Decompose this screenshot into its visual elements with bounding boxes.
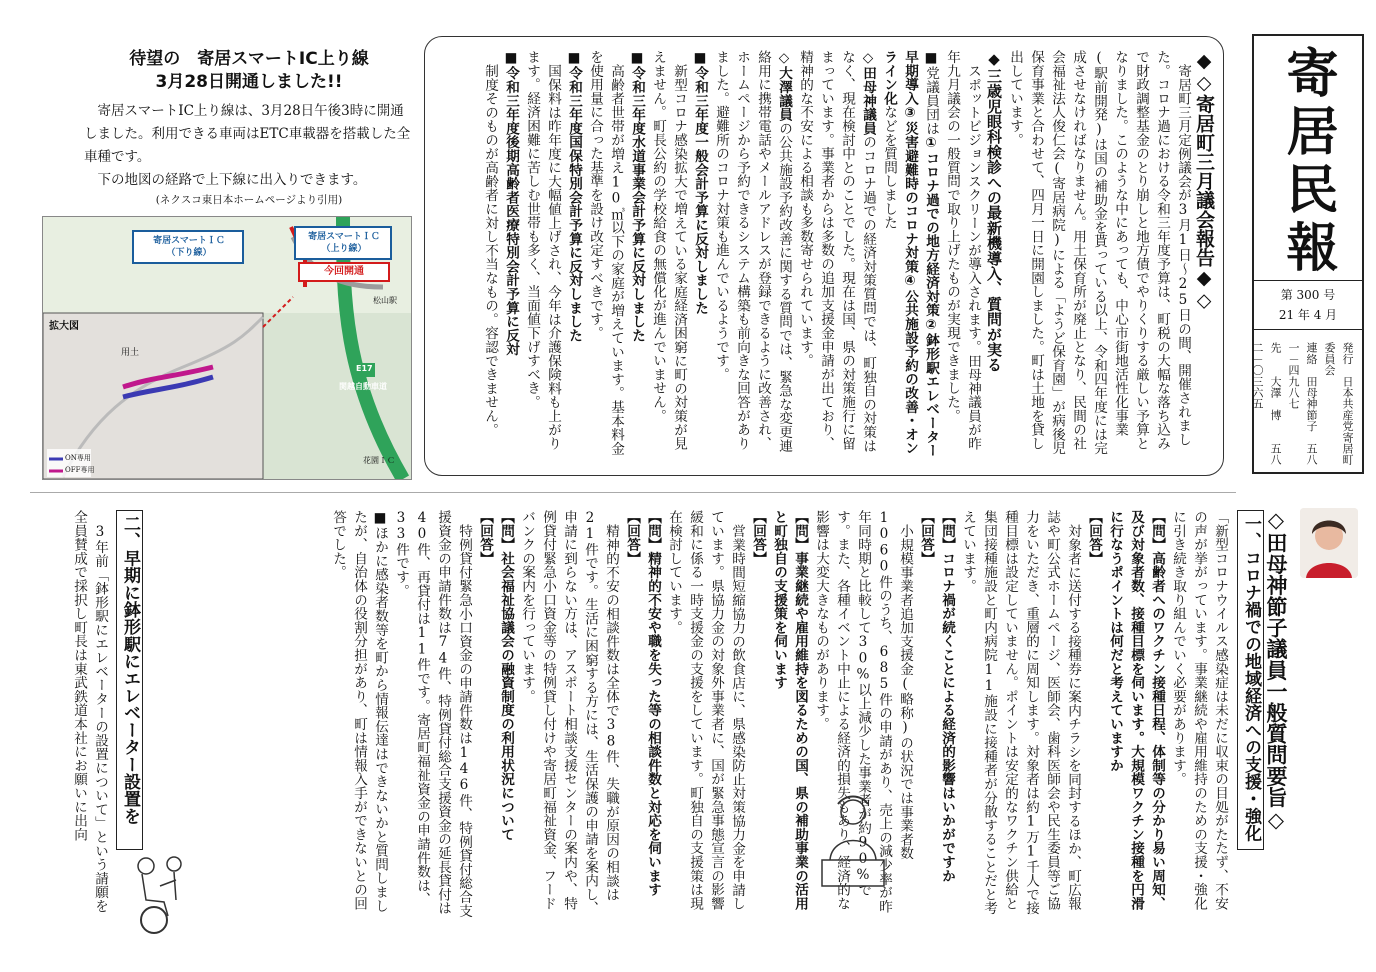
map-label-hanazono: 花園ＩＣ	[363, 456, 395, 465]
council-heading: ◆◇寄居町三月議会報告◆◇	[1193, 50, 1215, 312]
tabo-title	[1262, 508, 1290, 928]
elevator-paragraph: 3年前「鉢形駅にエレベーターの設置について」という請願を全員賛成で採択し町長は東武鉄道本社にお願いに出向	[71, 510, 108, 913]
budget1-heading: ■令和三年度一般会計予算に反対しました	[692, 50, 708, 315]
answer-1-label: 【回答】	[1086, 510, 1102, 566]
tabo-title-name: 田母神節子議員一般質問要旨	[1264, 532, 1288, 808]
question-1: 【問】高齢者へのワクチン接種日程、体制等の分かり易い周知、及び対象者数、接種目標を伺います。大規模ワクチン接種を円滑に行なうポイントは何だと考えていますか	[1107, 510, 1165, 911]
budget2-body: 高齢者世帯が増え10㎥以下の家庭が増えています。基本料金を使用量に合った基準を設け改定すべきです。	[587, 50, 624, 455]
budget3-body: 国保料は昨年度に大幅値上げされ、今年は介護保険料も上がります。経済困難に苦しむ世帯も多く、当面値下げすべき。	[524, 50, 561, 450]
budget4-body: 制度そのものが高齢者に対し不当なもの。容認できません。	[482, 63, 498, 437]
map-label-e17: E17	[356, 364, 373, 373]
issue-info	[1254, 280, 1362, 330]
issue-date: 21 年 4 月	[1278, 308, 1338, 322]
map-legend-on: ON専用	[65, 454, 91, 462]
tabo-title-suffix: ◇	[1264, 807, 1288, 833]
eye-exam-body: スポットビジョンスクリーンが導入されます。田母神議員が昨年九月議会の一般質問で取り上げたものが実現できました。	[944, 50, 981, 450]
council-report	[482, 50, 1215, 460]
question-2: 【問】コロナ禍が続くことによる経済的影響はいかがですか	[939, 510, 955, 883]
tabo-answer-summary	[794, 50, 878, 460]
answer-3: 営業時間短縮協力の飲食店に、県感染防止対策協力金を申請しています。県協力金の対象外事業者に、国が緊急事態宣言の影響緩和に係る一時支援金の支援をしています。町独自の支援策は現在検討しています。	[666, 510, 745, 911]
tabo-title-prefix: ◇	[1264, 508, 1288, 533]
eye-exam-heading: ◆三歳児眼科検診への最新機導入、質問が実る	[985, 50, 1003, 373]
answer-1: 対象者に送付する接種券に案内チラシを同封するほか、町広報誌や町公式ホームページ、医師会、歯科医師会や民生委員等ご協力をいただき、重層的に周知します。対象者は約1万1千人で接種目標は設定していません。ポイントは安定的なワクチン供給と集団接種施設と町内病院11施設に接種者が分散することだと考えています。	[960, 510, 1081, 915]
shopkeeper-icon	[816, 790, 890, 890]
ic-title-line1: 待望の 寄居スマートIC上り線	[129, 49, 369, 69]
questions-tail: などを質問しました	[881, 105, 897, 230]
extra-note: ■ほかに感染者数等を町から情報伝達はできないかと質問しましたが、自治体の役割分担があり、町は情報入手ができないとの回答でした。	[330, 510, 388, 913]
map-label-down: 寄居スマートＩＣ （下り線）	[153, 236, 225, 258]
answer-4: 精神的不安の相談件数は全体で38件、失職が原因の相談は21件です。生活に困窮する方には、生活保護の申請を案内し、申請に到らない方は、アスポート相談支援センターの案内や、特例貸付緊急小口資金等の特例貸し付けや寄居町福祉資金、フードバンクの案内を行っています。	[519, 510, 619, 915]
answer-2: 小規模事業者追加支援金(略称)の状況では事業者数1060件のうち、685件の申請があり、売上の減少率が昨年同時期と比較して30%以上減少した事業者が約90%です。また、各種イベント中止による経済的損失もあり、経済的な影響は大変大きなものがあります。	[813, 510, 913, 914]
tabo-body: のコロナ過での経済対策質問では、町独自の対策はなく、現在検討中とのことでした。現在は国、県の対策施行に留まっています。事業者からは多数の追加支援金申請が出ており、精神的な不安による相談も多数寄せられています。	[797, 50, 876, 453]
answer-5: 特例貸付緊急小口資金の申請件数は146件、特例貸付総合支援資金の申請件数は74件、特例貸付総合支援資金の延長貸付は40件、再貸付は11件です。寄居町福祉資金の申請件数は、33件です。	[393, 510, 472, 918]
answer-4-label: 【回答】	[624, 510, 640, 566]
tabo-body	[130, 510, 1230, 920]
ic-title-line2: 3月28日開通しました!!	[155, 72, 343, 92]
tabo-photo	[1300, 508, 1358, 578]
map-label-new: 今回開通	[324, 266, 364, 277]
question-3: 【問】事業継続や雇用維持を図るための国、県の補助事業の活用と町独自の支援策を伺います	[771, 510, 808, 911]
answer-3-label: 【回答】	[750, 510, 766, 566]
section-divider	[30, 492, 1236, 493]
council-intro: 寄居町三月定例議会が3月1日～25日の間、開催されました。コロナ過における令和三年度予算は、町税の大幅な落ち込みで財政調整基金のとり崩しと地方債でやりくりする厳しい予算となりました。このような中にあっても、中心市街地活性化事業(駅前開発)は国の補助金を貰っている以上、令和四年度には完成させなければなりません。用土保育所が廃止となり、民間の社会福祉法人俊仁会(寄居病院)による「ようど保育園」が病後児保育事業と合わせて、四月一日に開園しました。町は土地を貸し出しています。	[1007, 50, 1191, 455]
questions-lead: ■党議員団は	[923, 50, 939, 136]
section1-heading: 一、コロナ禍での地域経済への支援・強化	[1237, 510, 1264, 850]
publisher-line: 発行 日本共産党寄居町委員会	[1323, 342, 1354, 466]
questions-summary	[878, 50, 941, 460]
masthead	[1252, 34, 1364, 474]
portrait-icon	[1300, 508, 1358, 578]
wheelchair-icon	[124, 850, 194, 936]
map-label-yoshi: 用土	[121, 348, 140, 358]
budget2-heading: ■令和三年度水道事業会計予算に反対しました	[629, 50, 645, 343]
publisher-info	[1248, 342, 1356, 466]
ic-route-map	[42, 216, 412, 480]
question-4: 【問】精神的不安や職を失った等の相談件数と対応を伺います	[645, 510, 661, 897]
map-legend-off: OFF専用	[65, 466, 95, 474]
osawa-answer-summary	[710, 50, 794, 460]
answer-2-label: 【回答】	[918, 510, 934, 566]
ic-article-body	[84, 100, 414, 192]
wheelchair-illustration	[124, 850, 194, 936]
answer-5-label: 【回答】	[477, 510, 493, 566]
section2-body	[60, 510, 110, 920]
ic-article-title	[84, 48, 414, 94]
tabo-lead: ◇田母神議員	[860, 50, 876, 136]
ic-body-p1: 寄居スマートIC上り線は、3月28日午後3時に開通しました。利用できる車両はETC車載器を搭載した全車種です。	[84, 103, 411, 165]
masthead-title: 寄居民報	[1277, 46, 1338, 278]
osawa-body: の公共施設予約改善に関する質問では、緊急な変更連絡用に携帯電話やメールアドレスが登録できるように改善され、ホームページから予約できるシステム構築も前向きな回答がありました。避難所のコロナ対策も進んでいるようです。	[713, 50, 792, 453]
tabo-intro: 「新型コロナウイルス感染症は未だに収束の目処がたたず、不安の声が挙がっています。事業継続や雇用維持のための支援・強化に引き続き取り組んでいく必要があります。	[1170, 510, 1228, 911]
publisher-line: 連絡 田母神節子 五八一－四九八七	[1287, 342, 1318, 466]
osawa-lead: ◇大澤議員	[776, 50, 792, 122]
section2-heading: 二、早期に鉢形駅にエレベーター設置を	[116, 510, 143, 850]
map-label-up: 寄居スマートＩＣ （上り線）	[308, 232, 380, 254]
ic-body-p2: 下の地図の経路で上下線に出入りできます。	[97, 172, 367, 188]
questions-topics: ①コロナ過での地方経済対策②鉢形駅エレベーター早期導入③災害避難時のコロナ対策④公共施設予約の改善・オンライン化	[881, 50, 939, 458]
ic-source-note: (ネクスコ東日本ホームページより引用)	[155, 194, 343, 206]
publisher-line: 先 大澤 博 五八二－〇三六五	[1251, 342, 1282, 466]
budget3-heading: ■令和三年度国保特別会計予算に反対しました	[566, 50, 582, 343]
map-label-kanetsu: 関越自動車道	[339, 382, 387, 391]
map-label-zoom: 拡大図	[49, 321, 79, 332]
budget4-heading: ■令和三年度後期高齢者医療特別会計予算に反対	[503, 50, 519, 356]
shopkeeper-illustration	[816, 790, 890, 890]
budget1-body: 新型コロナ感染拡大で増えている家庭経済困窮に町の対策が見えません。町長公約の学校給食の無償化が進んでいません。	[650, 50, 687, 450]
map-label-matsuo: 松山駅	[373, 296, 397, 305]
question-5: 【問】社会福祉協議会の融資制度の利用状況について	[498, 510, 514, 842]
issue-number: 第 300 号	[1280, 288, 1336, 302]
